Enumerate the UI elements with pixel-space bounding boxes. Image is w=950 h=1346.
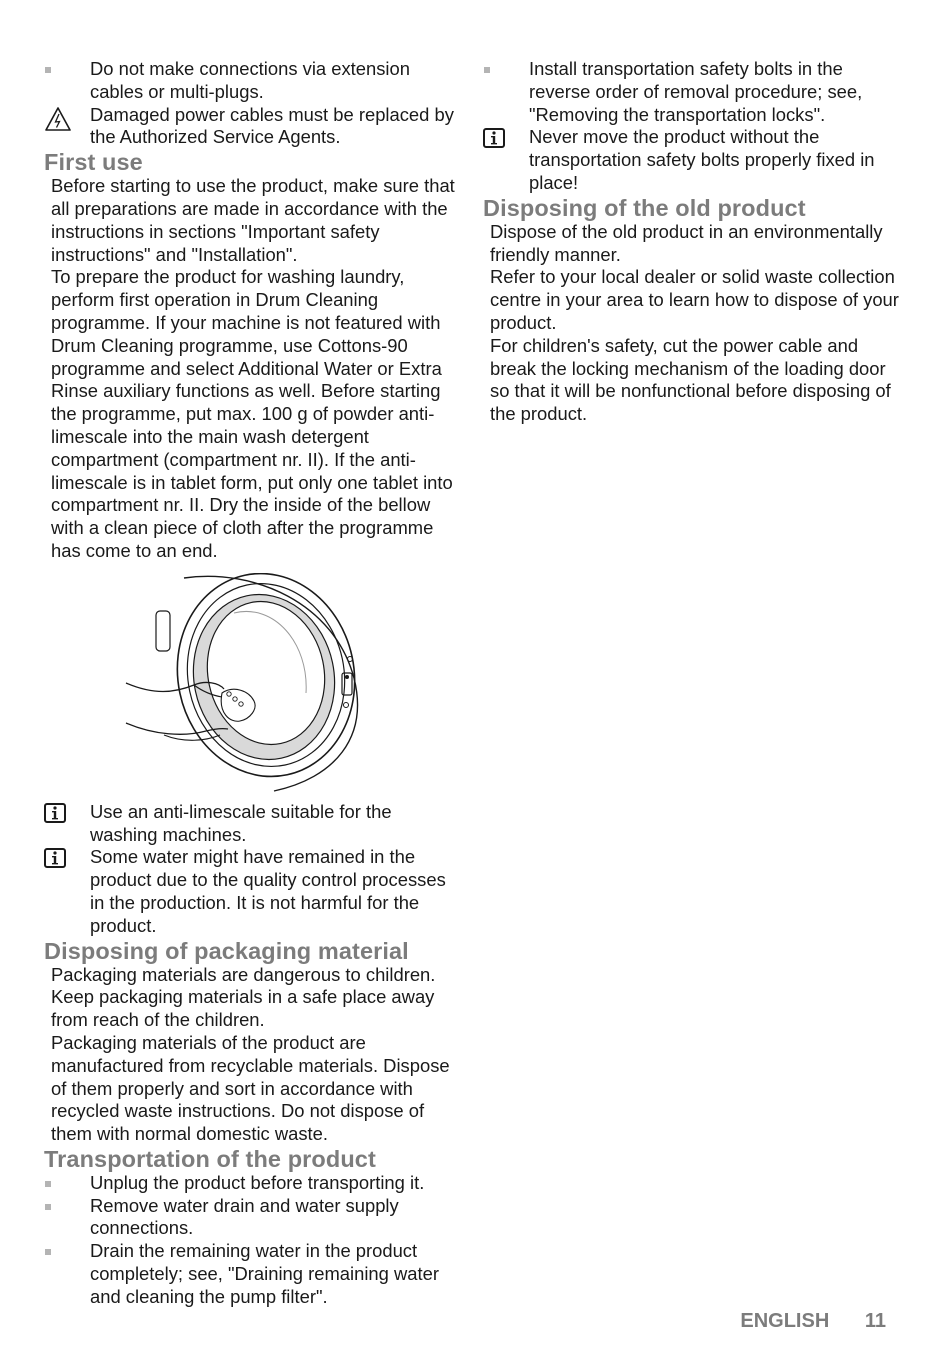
bullet-icon xyxy=(45,1249,51,1255)
bullet-icon xyxy=(484,67,490,73)
note-text: Install transportation safety bolts in the reverse order of removal procedure; see, "Removing the transportation locks". xyxy=(529,58,863,125)
page-number: 11 xyxy=(864,1310,886,1332)
left-column xyxy=(44,58,464,1309)
note-bullet xyxy=(44,58,464,104)
note-info xyxy=(483,126,903,194)
note-bullet xyxy=(483,58,903,126)
paragraph: Refer to your local dealer or solid waste collection centre in your area to learn how to dispose of your product. xyxy=(490,266,899,333)
note-text: Use an anti-limescale suitable for the washing machines. xyxy=(90,800,392,845)
bullet-icon xyxy=(45,1204,51,1210)
list-item xyxy=(44,1195,464,1241)
note-info xyxy=(44,801,464,847)
paragraph: Packaging materials are dangerous to children. Keep packaging materials in a safe place away from reach of the children. xyxy=(51,963,436,1031)
note-info xyxy=(44,846,464,937)
electric-warning-icon xyxy=(44,106,72,138)
list-item-text: Unplug the product before transporting it. xyxy=(90,1171,425,1193)
note-text: Never move the product without the transportation safety bolts properly fixed in place! xyxy=(529,126,875,193)
section-heading-packaging: Disposing of packaging material xyxy=(44,937,409,964)
info-icon xyxy=(44,803,66,823)
section-heading-old-product: Disposing of the old product xyxy=(483,194,806,221)
section-heading-transportation: Transportation of the product xyxy=(44,1145,376,1172)
note-warning xyxy=(44,104,464,150)
list-item-text: Drain the remaining water in the product completely; see, "Draining remaining water and cleaning the pump filter". xyxy=(90,1240,439,1307)
list-item xyxy=(44,1240,464,1308)
note-text: Do not make connections via extension cables or multi-plugs. xyxy=(90,58,410,102)
bullet-icon xyxy=(45,67,51,73)
right-column xyxy=(483,58,903,426)
list-item xyxy=(44,1172,464,1195)
bullet-icon xyxy=(45,1181,51,1187)
paragraph: Packaging materials of the product are manufactured from recyclable materials. Dispose of them properly and sort in accordance with recycled waste instructions. Do not dispose of them with normal domestic waste. xyxy=(51,1031,450,1145)
footer-language: ENGLISH xyxy=(740,1310,830,1332)
info-icon xyxy=(44,848,66,868)
paragraph: For children's safety, cut the power cable and break the locking mechanism of the loading door so that it will be nonfunctional before disposing of the product. xyxy=(490,334,891,425)
note-text: Damaged power cables must be replaced by the Authorized Service Agents. xyxy=(90,103,454,148)
page-footer xyxy=(740,1310,886,1333)
note-text: Some water might have remained in the product due to the quality control processes in the production. It is not harmful for the product. xyxy=(90,846,446,936)
list-item-text: Remove water drain and water supply connections. xyxy=(90,1194,399,1239)
washing-machine-drum-illustration xyxy=(44,573,464,793)
info-icon xyxy=(483,128,505,148)
paragraph: To prepare the product for washing laundry, perform first operation in Drum Cleaning programme. If your machine is not featured with Drum Cleaning programme, use Cottons-90 programme and select Additional Water or Extra Rinse auxiliary functions as well. Before starting the programme, put max. 100 g of powder anti-limescale into the main wash detergent compartment (compartment nr. II). If the anti-limescale is in tablet form, put only one tablet into compartment nr. II. Dry the inside of the bellow with a clean piece of cloth after the programme has come to an end. xyxy=(51,266,453,561)
section-heading-first-use: First use xyxy=(44,149,143,176)
paragraph: Dispose of the old product in an environmentally friendly manner. xyxy=(490,220,883,265)
paragraph: Before starting to use the product, make sure that all preparations are made in accordance with the instructions in sections "Important safety instructions" and "Installation". xyxy=(51,175,455,265)
